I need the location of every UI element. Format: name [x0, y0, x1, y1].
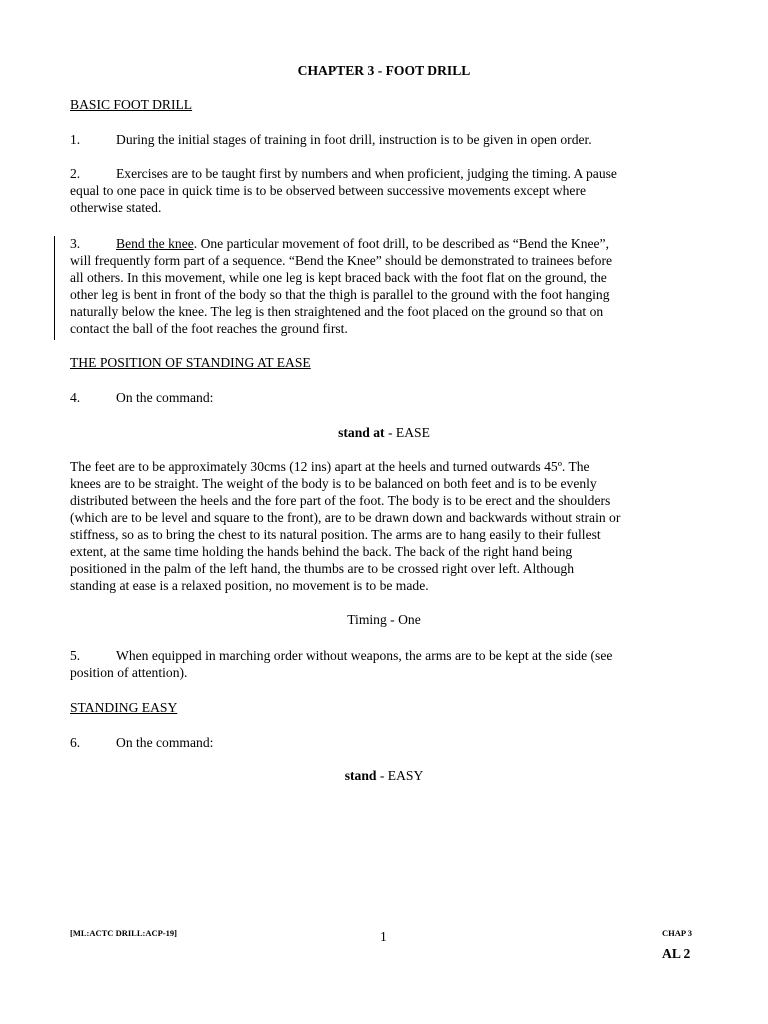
change-bar — [54, 236, 55, 340]
paragraph-line — [70, 235, 700, 252]
paragraph-6 — [70, 734, 700, 751]
paragraph-line — [70, 647, 700, 664]
paragraph-line — [70, 165, 700, 182]
paragraph-4 — [70, 389, 700, 406]
footer-amendment: AL 2 — [662, 946, 691, 961]
command-executive: - EASE — [384, 425, 430, 440]
command-stand-easy — [0, 768, 768, 784]
paragraph-text: On the command: — [116, 735, 214, 750]
paragraph-line: will frequently form part of a sequence. “Bend the Knee” should be demonstrated to trainees before — [70, 253, 613, 268]
body-line: standing at ease is a relaxed position, no movement is to be made. — [70, 578, 429, 593]
command-word: stand at — [338, 425, 385, 440]
command-stand-at-ease — [0, 425, 768, 441]
paragraph-text: . One particular movement of foot drill, to be described as “Bend the Knee”, — [193, 236, 609, 251]
paragraph-number: 6. — [70, 735, 81, 750]
paragraph-number: 1. — [70, 132, 81, 147]
page-number: 1 — [380, 929, 387, 944]
paragraph-text: Exercises are to be taught first by numbers and when proficient, judging the timing. A pause — [116, 166, 617, 181]
paragraph-number: 5. — [70, 648, 81, 663]
command-word: stand — [344, 768, 377, 783]
paragraph-line: otherwise stated. — [70, 200, 162, 215]
paragraph-number: 4. — [70, 390, 81, 405]
section-heading-standing-at-ease: THE POSITION OF STANDING AT EASE — [70, 355, 311, 370]
section-heading-basic-foot-drill: BASIC FOOT DRILL — [70, 97, 193, 112]
paragraph-number: 2. — [70, 166, 81, 181]
paragraph-line: equal to one pace in quick time is to be observed between successive movements except where — [70, 183, 587, 198]
paragraph-line: all others. In this movement, while one leg is kept braced back with the foot flat on the ground, the — [70, 270, 607, 285]
paragraph-line: other leg is bent in front of the body so that the thigh is parallel to the ground with the foot hanging — [70, 287, 610, 302]
paragraph-subtitle: Bend the knee — [116, 236, 194, 251]
chapter-title: CHAPTER 3 - FOOT DRILL — [297, 63, 471, 78]
paragraph-text: During the initial stages of training in foot drill, instruction is to be given in open order. — [116, 132, 592, 147]
body-line: stiffness, so as to bring the chest to its natural position. The arms are to hang easily to their fullest — [70, 527, 601, 542]
footer-reference: [ML:ACTC DRILL:ACP-19] — [70, 928, 177, 938]
footer-chapter: CHAP 3 — [662, 928, 692, 938]
paragraph-text: On the command: — [116, 390, 214, 405]
paragraph-number: 3. — [70, 236, 81, 251]
timing-label: Timing - One — [347, 612, 421, 627]
body-line: knees are to be straight. The weight of the body is to be balanced on both feet and is to be evenly — [70, 476, 597, 491]
paragraph-line: position of attention). — [70, 665, 188, 680]
body-line: positioned in the palm of the left hand, the thumbs are to be crossed right over left. Although — [70, 561, 574, 576]
body-line: distributed between the heels and the fore part of the foot. The body is to be erect and the shoulders — [70, 493, 611, 508]
paragraph-1 — [70, 131, 700, 148]
paragraph-line: naturally below the knee. The leg is then straightened and the foot placed on the ground so that on — [70, 304, 604, 319]
command-executive: - EASY — [376, 768, 424, 783]
section-heading-standing-easy: STANDING EASY — [70, 700, 178, 715]
body-line: (which are to be level and square to the front), are to be drawn down and backwards without strain or — [70, 510, 621, 525]
body-line: extent, at the same time holding the hands behind the back. The back of the right hand being — [70, 544, 573, 559]
paragraph-text: When equipped in marching order without weapons, the arms are to be kept at the side (see — [116, 648, 613, 663]
paragraph-line: contact the ball of the foot reaches the ground first. — [70, 321, 348, 336]
body-line: The feet are to be approximately 30cms (12 ins) apart at the heels and turned outwards 45º. The — [70, 459, 590, 474]
